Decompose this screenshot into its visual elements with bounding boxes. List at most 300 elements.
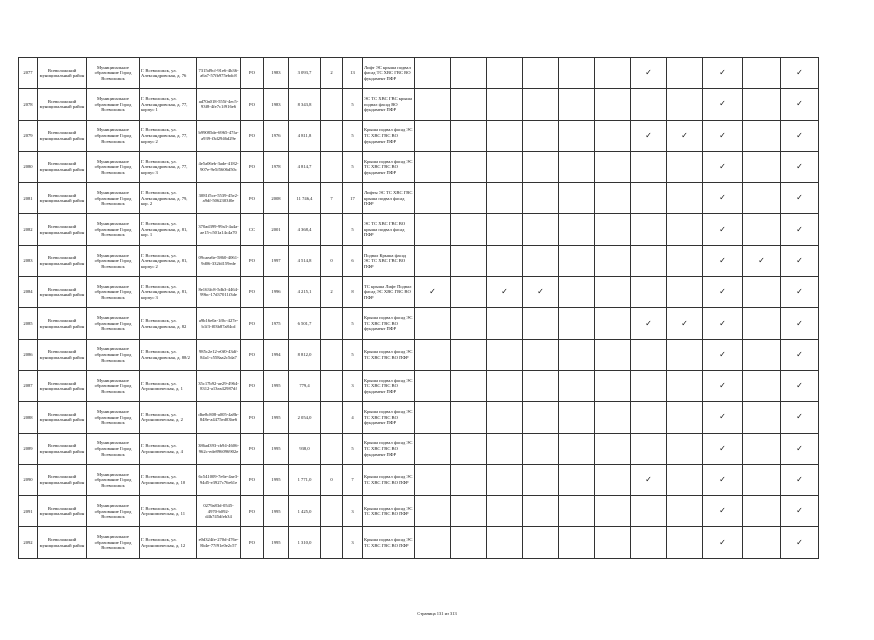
ownership-cell: РО [241, 120, 264, 151]
check-mark-icon: ✓ [781, 245, 819, 276]
row-number: 2092 [19, 527, 38, 558]
floors-cell: 4 [343, 402, 363, 433]
address-cell: Г. Всеволожск, ул. Александровская, д. 76 [140, 58, 197, 89]
check-mark-icon: ✓ [703, 370, 743, 401]
floors-cell: 5 [343, 120, 363, 151]
empty-cell [559, 527, 595, 558]
empty-cell [667, 433, 703, 464]
register-page [18, 57, 819, 559]
district-cell: Всеволожский муниципальный район [38, 527, 87, 558]
table-row [19, 339, 819, 370]
district-cell: Всеволожский муниципальный район [38, 89, 87, 120]
empty-cell [743, 527, 781, 558]
house-id-cell: 0279a83d-0545-4970-b092-d4b745dfeb34 [197, 496, 241, 527]
empty-cell [559, 89, 595, 120]
ownership-cell: РО [241, 277, 264, 308]
area-cell: 4 811,8 [289, 120, 321, 151]
area-cell: 779,4 [289, 370, 321, 401]
table-row [19, 58, 819, 89]
row-number: 2083 [19, 245, 38, 276]
year-cell: 1995 [264, 402, 289, 433]
count-a-cell [321, 370, 343, 401]
empty-cell [451, 527, 487, 558]
count-a-cell: 0 [321, 245, 343, 276]
row-number: 2086 [19, 339, 38, 370]
address-cell: Г. Всеволожск, ул. Александровская, д. 88/2 [140, 339, 197, 370]
works-cell: Лифт ЭС крыша подвал фасад ТС ХВС ГВС ВО фундамент ПФР [363, 58, 415, 89]
check-mark-icon: ✓ [703, 151, 743, 182]
check-mark-icon: ✓ [781, 464, 819, 495]
count-a-cell: 0 [321, 464, 343, 495]
empty-cell [451, 308, 487, 339]
count-a-cell [321, 527, 343, 558]
house-id-cell: 35c17b92-ae29-4964-8312-a13ea42987df [197, 370, 241, 401]
table-row [19, 89, 819, 120]
area-cell: 8 812,0 [289, 339, 321, 370]
empty-cell [451, 183, 487, 214]
count-a-cell: 2 [321, 277, 343, 308]
empty-cell [487, 527, 523, 558]
empty-cell [451, 433, 487, 464]
check-mark-icon: ✓ [667, 120, 703, 151]
check-mark-icon: ✓ [703, 120, 743, 151]
year-cell: 1995 [264, 464, 289, 495]
row-number: 2080 [19, 151, 38, 182]
empty-cell [743, 496, 781, 527]
empty-cell [523, 370, 559, 401]
settlement-cell: Муниципальное образование Город Всеволожск [87, 214, 140, 245]
table-row [19, 370, 819, 401]
house-id-cell: 386ad393-cb94-4606-962c-ede896096902e [197, 433, 241, 464]
empty-cell [487, 464, 523, 495]
empty-cell [451, 277, 487, 308]
check-mark-icon: ✓ [631, 120, 667, 151]
works-cell: Крыша подвал фасад ЭС ТС ХВС ГВС ВО ПФР [363, 527, 415, 558]
empty-cell [595, 370, 631, 401]
empty-cell [487, 433, 523, 464]
year-cell: 1995 [264, 496, 289, 527]
check-mark-icon: ✓ [703, 433, 743, 464]
check-mark-icon: ✓ [703, 245, 743, 276]
ownership-cell: РО [241, 433, 264, 464]
address-cell: Г. Всеволожск, ул. Агрономическая, д. 10 [140, 464, 197, 495]
empty-cell [559, 183, 595, 214]
empty-cell [595, 496, 631, 527]
empty-cell [451, 214, 487, 245]
ownership-cell: РО [241, 402, 264, 433]
floors-cell: 5 [343, 433, 363, 464]
check-mark-icon: ✓ [631, 308, 667, 339]
ownership-cell: РО [241, 464, 264, 495]
area-cell: 4 814,7 [289, 151, 321, 182]
check-mark-icon: ✓ [703, 58, 743, 89]
empty-cell [523, 496, 559, 527]
empty-cell [487, 245, 523, 276]
works-cell: Крыша подвал фасад ЭС ТС ХВС ГВС ВО ПФР [363, 464, 415, 495]
empty-cell [523, 308, 559, 339]
floors-cell: 17 [343, 183, 363, 214]
empty-cell [523, 433, 559, 464]
row-number: 2078 [19, 89, 38, 120]
floors-cell: 5 [343, 308, 363, 339]
check-mark-icon: ✓ [667, 308, 703, 339]
ownership-cell: РО [241, 183, 264, 214]
house-id-cell: 370ad399-99a3-4a4a-ae15-c501a14c4a70 [197, 214, 241, 245]
empty-cell [487, 120, 523, 151]
district-cell: Всеволожский муниципальный район [38, 402, 87, 433]
empty-cell [595, 89, 631, 120]
year-cell: 1996 [264, 277, 289, 308]
ownership-cell: РО [241, 245, 264, 276]
empty-cell [595, 527, 631, 558]
floors-cell: 8 [343, 277, 363, 308]
empty-cell [523, 120, 559, 151]
check-mark-icon: ✓ [781, 277, 819, 308]
settlement-cell: Муниципальное образование Город Всеволожск [87, 151, 140, 182]
settlement-cell: Муниципальное образование Город Всеволожск [87, 89, 140, 120]
district-cell: Всеволожский муниципальный район [38, 370, 87, 401]
address-cell: Г. Всеволожск, ул. Александровская, д. 77, корпус 2 [140, 120, 197, 151]
empty-cell [631, 277, 667, 308]
works-cell: ТС крыша Лифт Подвал фасад ЭС ХВС ГВС ВО ПФР [363, 277, 415, 308]
row-number: 2089 [19, 433, 38, 464]
check-mark-icon: ✓ [703, 464, 743, 495]
check-mark-icon: ✓ [781, 433, 819, 464]
check-mark-icon: ✓ [781, 339, 819, 370]
empty-cell [743, 214, 781, 245]
area-cell: 1 310,0 [289, 527, 321, 558]
empty-cell [631, 245, 667, 276]
empty-cell [559, 402, 595, 433]
check-mark-icon: ✓ [703, 402, 743, 433]
check-mark-icon: ✓ [703, 183, 743, 214]
empty-cell [743, 433, 781, 464]
district-cell: Всеволожский муниципальный район [38, 464, 87, 495]
works-cell: Лифты ЭС ТС ХВС ГВС крыша подвал фасад ПФР [363, 183, 415, 214]
address-cell: Г. Всеволожск, ул. Агрономическая, д. 11 [140, 496, 197, 527]
district-cell: Всеволожский муниципальный район [38, 214, 87, 245]
district-cell: Всеволожский муниципальный район [38, 308, 87, 339]
empty-cell [743, 308, 781, 339]
empty-cell [667, 214, 703, 245]
address-cell: Г. Всеволожск, ул. Александровская, д. 77, корпус 1 [140, 89, 197, 120]
check-mark-icon: ✓ [781, 89, 819, 120]
empty-cell [595, 464, 631, 495]
floors-cell: 7 [343, 464, 363, 495]
empty-cell [559, 120, 595, 151]
ownership-cell: РО [241, 89, 264, 120]
empty-cell [415, 308, 451, 339]
address-cell: Г. Всеволожск, ул. Александровская, д. 81, корпус 3 [140, 277, 197, 308]
check-mark-icon: ✓ [703, 277, 743, 308]
empty-cell [559, 308, 595, 339]
empty-cell [487, 151, 523, 182]
count-a-cell: 7 [321, 183, 343, 214]
empty-cell [451, 339, 487, 370]
area-cell: 11 746,4 [289, 183, 321, 214]
empty-cell [559, 433, 595, 464]
count-a-cell [321, 496, 343, 527]
ownership-cell: СС [241, 214, 264, 245]
empty-cell [743, 339, 781, 370]
empty-cell [415, 89, 451, 120]
area-cell: 4 368,4 [289, 214, 321, 245]
empty-cell [667, 464, 703, 495]
empty-cell [523, 464, 559, 495]
row-number: 2087 [19, 370, 38, 401]
district-cell: Всеволожский муниципальный район [38, 277, 87, 308]
empty-cell [415, 120, 451, 151]
settlement-cell: Муниципальное образование Город Всеволожск [87, 308, 140, 339]
empty-cell [631, 151, 667, 182]
district-cell: Всеволожский муниципальный район [38, 58, 87, 89]
empty-cell [487, 402, 523, 433]
table-row [19, 151, 819, 182]
count-a-cell [321, 214, 343, 245]
empty-cell [743, 402, 781, 433]
table-row [19, 308, 819, 339]
table-row [19, 527, 819, 558]
ownership-cell: РО [241, 308, 264, 339]
settlement-cell: Муниципальное образование Город Всеволожск [87, 370, 140, 401]
year-cell: 1995 [264, 433, 289, 464]
check-mark-icon: ✓ [781, 151, 819, 182]
empty-cell [415, 402, 451, 433]
settlement-cell: Муниципальное образование Город Всеволожск [87, 496, 140, 527]
empty-cell [451, 402, 487, 433]
empty-cell [523, 183, 559, 214]
empty-cell [631, 402, 667, 433]
empty-cell [451, 120, 487, 151]
address-cell: Г. Всеволожск, ул. Александровская, д. 82 [140, 308, 197, 339]
empty-cell [631, 183, 667, 214]
empty-cell [631, 214, 667, 245]
empty-cell [451, 151, 487, 182]
count-a-cell [321, 433, 343, 464]
settlement-cell: Муниципальное образование Город Всеволожск [87, 120, 140, 151]
check-mark-icon: ✓ [631, 464, 667, 495]
settlement-cell: Муниципальное образование Город Всеволожск [87, 245, 140, 276]
empty-cell [559, 496, 595, 527]
address-cell: Г. Всеволожск, ул. Агрономическая, д. 12 [140, 527, 197, 558]
empty-cell [523, 214, 559, 245]
area-cell: 6 501,7 [289, 308, 321, 339]
settlement-cell: Муниципальное образование Город Всеволожск [87, 339, 140, 370]
house-id-cell: dbe8c808-a005-4a8b-848e-a4475ed03be6 [197, 402, 241, 433]
housing-register-table [18, 57, 819, 559]
works-cell: ЭС ТС ХВС ГВС крыша подвал фасад ВО фундамент ПФР [363, 89, 415, 120]
address-cell: Г. Всеволожск, ул. Агрономическая, д. 2 [140, 402, 197, 433]
check-mark-icon: ✓ [631, 58, 667, 89]
row-number: 2084 [19, 277, 38, 308]
works-cell: Крыша подвал фасад ЭС ТС ХВС ГВС ВО фундамент ПФР [363, 433, 415, 464]
empty-cell [523, 527, 559, 558]
empty-cell [595, 214, 631, 245]
check-mark-icon: ✓ [781, 402, 819, 433]
address-cell: Г. Всеволожск, ул. Александровская, д. 81, корпус 2 [140, 245, 197, 276]
row-number: 2077 [19, 58, 38, 89]
empty-cell [743, 277, 781, 308]
district-cell: Всеволожский муниципальный район [38, 339, 87, 370]
check-mark-icon: ✓ [703, 214, 743, 245]
check-mark-icon: ✓ [703, 308, 743, 339]
empty-cell [667, 339, 703, 370]
empty-cell [631, 527, 667, 558]
floors-cell: 3 [343, 496, 363, 527]
check-mark-icon: ✓ [781, 120, 819, 151]
empty-cell [415, 245, 451, 276]
empty-cell [667, 89, 703, 120]
empty-cell [595, 308, 631, 339]
check-mark-icon: ✓ [781, 308, 819, 339]
empty-cell [595, 402, 631, 433]
check-mark-icon: ✓ [703, 496, 743, 527]
empty-cell [415, 433, 451, 464]
empty-cell [523, 339, 559, 370]
ownership-cell: РО [241, 370, 264, 401]
ownership-cell: РО [241, 151, 264, 182]
empty-cell [415, 527, 451, 558]
empty-cell [559, 464, 595, 495]
year-cell: 1983 [264, 58, 289, 89]
empty-cell [595, 433, 631, 464]
empty-cell [559, 214, 595, 245]
check-mark-icon: ✓ [703, 339, 743, 370]
empty-cell [523, 151, 559, 182]
empty-cell [451, 89, 487, 120]
empty-cell [667, 496, 703, 527]
floors-cell: 5 [343, 151, 363, 182]
ownership-cell: РО [241, 496, 264, 527]
house-id-cell: ad70a018-555f-4ec5-93f8-4fe7c1f916e6 [197, 89, 241, 120]
empty-cell [487, 308, 523, 339]
table-row [19, 214, 819, 245]
empty-cell [595, 151, 631, 182]
empty-cell [667, 151, 703, 182]
count-a-cell [321, 402, 343, 433]
table-row [19, 496, 819, 527]
district-cell: Всеволожский муниципальный район [38, 245, 87, 276]
area-cell: 1 425,0 [289, 496, 321, 527]
district-cell: Всеволожский муниципальный район [38, 183, 87, 214]
works-cell: ЭС ТС ХВС ГВС ВО крыша подвал фасад ПФР [363, 214, 415, 245]
count-a-cell [321, 308, 343, 339]
empty-cell [631, 339, 667, 370]
empty-cell [667, 527, 703, 558]
table-body [19, 58, 819, 559]
empty-cell [415, 339, 451, 370]
year-cell: 1994 [264, 339, 289, 370]
settlement-cell: Муниципальное образование Город Всеволожск [87, 402, 140, 433]
works-cell: Крыша подвал фасад ЭС ТС ХВС ГВС ВО фундамент ПФР [363, 402, 415, 433]
ownership-cell: РО [241, 527, 264, 558]
empty-cell [451, 58, 487, 89]
empty-cell [523, 245, 559, 276]
address-cell: Г. Всеволожск, ул. Александровская, д. 77, корпус 3 [140, 151, 197, 182]
empty-cell [595, 277, 631, 308]
empty-cell [631, 89, 667, 120]
empty-cell [415, 214, 451, 245]
year-cell: 1997 [264, 245, 289, 276]
floors-cell: 5 [343, 214, 363, 245]
check-mark-icon: ✓ [781, 58, 819, 89]
address-cell: Г. Всеволожск, ул. Александровская, д. 81, кор. 1 [140, 214, 197, 245]
house-id-cell: 4e5a06eb-3ade-4182-907e-9e5f5606d50c [197, 151, 241, 182]
works-cell: Крыша подвал фасад ЭС ТС ХВС ГВС ВО фундамент ПФР [363, 151, 415, 182]
district-cell: Всеволожский муниципальный район [38, 151, 87, 182]
count-a-cell [321, 89, 343, 120]
empty-cell [487, 496, 523, 527]
row-number: 2088 [19, 402, 38, 433]
row-number: 2079 [19, 120, 38, 151]
district-cell: Всеволожский муниципальный район [38, 433, 87, 464]
table-row [19, 245, 819, 276]
empty-cell [487, 58, 523, 89]
check-mark-icon: ✓ [523, 277, 559, 308]
house-id-cell: 985c2e12-e0f0-43df-84a1-c558aa2c5da7 [197, 339, 241, 370]
house-id-cell: 7315d9cf-91e6-4b36-a6a7-57fb975ebdc8 [197, 58, 241, 89]
house-id-cell: a9b16e0a-1f0c-427e-b1f3-f03b87a84cd [197, 308, 241, 339]
floors-cell: 3 [343, 527, 363, 558]
empty-cell [631, 433, 667, 464]
check-mark-icon: ✓ [487, 277, 523, 308]
empty-cell [595, 183, 631, 214]
floors-cell: 13 [343, 58, 363, 89]
empty-cell [667, 58, 703, 89]
settlement-cell: Муниципальное образование Город Всеволожск [87, 527, 140, 558]
table-row [19, 120, 819, 151]
empty-cell [743, 89, 781, 120]
empty-cell [487, 214, 523, 245]
settlement-cell: Муниципальное образование Город Всеволожск [87, 183, 140, 214]
year-cell: 1995 [264, 370, 289, 401]
empty-cell [559, 245, 595, 276]
year-cell: 1983 [264, 89, 289, 120]
area-cell: 8 343,8 [289, 89, 321, 120]
year-cell: 1975 [264, 308, 289, 339]
floors-cell: 5 [343, 89, 363, 120]
works-cell: Крыша подвал фасад ЭС ТС ХВС ГВС ВО фундамент ПФР [363, 370, 415, 401]
empty-cell [523, 89, 559, 120]
check-mark-icon: ✓ [781, 370, 819, 401]
settlement-cell: Муниципальное образование Город Всеволожск [87, 464, 140, 495]
house-id-cell: 09caea6e-5860-4061-9d06-332fd159ede [197, 245, 241, 276]
empty-cell [743, 58, 781, 89]
empty-cell [487, 339, 523, 370]
area-cell: 4 215,1 [289, 277, 321, 308]
count-a-cell [321, 120, 343, 151]
row-number: 2085 [19, 308, 38, 339]
district-cell: Всеволожский муниципальный район [38, 120, 87, 151]
empty-cell [559, 151, 595, 182]
empty-cell [667, 183, 703, 214]
empty-cell [667, 277, 703, 308]
table-row [19, 183, 819, 214]
ownership-cell: РО [241, 58, 264, 89]
works-cell: Крыша подвал фасад ЭС ТС ХВС ГВС ВО ПФР [363, 339, 415, 370]
check-mark-icon: ✓ [703, 89, 743, 120]
empty-cell [451, 370, 487, 401]
empty-cell [415, 151, 451, 182]
year-cell: 2008 [264, 183, 289, 214]
empty-cell [415, 183, 451, 214]
empty-cell [559, 370, 595, 401]
empty-cell [559, 339, 595, 370]
area-cell: 1 771,0 [289, 464, 321, 495]
settlement-cell: Муниципальное образование Город Всеволожск [87, 58, 140, 89]
count-a-cell [321, 151, 343, 182]
check-mark-icon: ✓ [743, 245, 781, 276]
